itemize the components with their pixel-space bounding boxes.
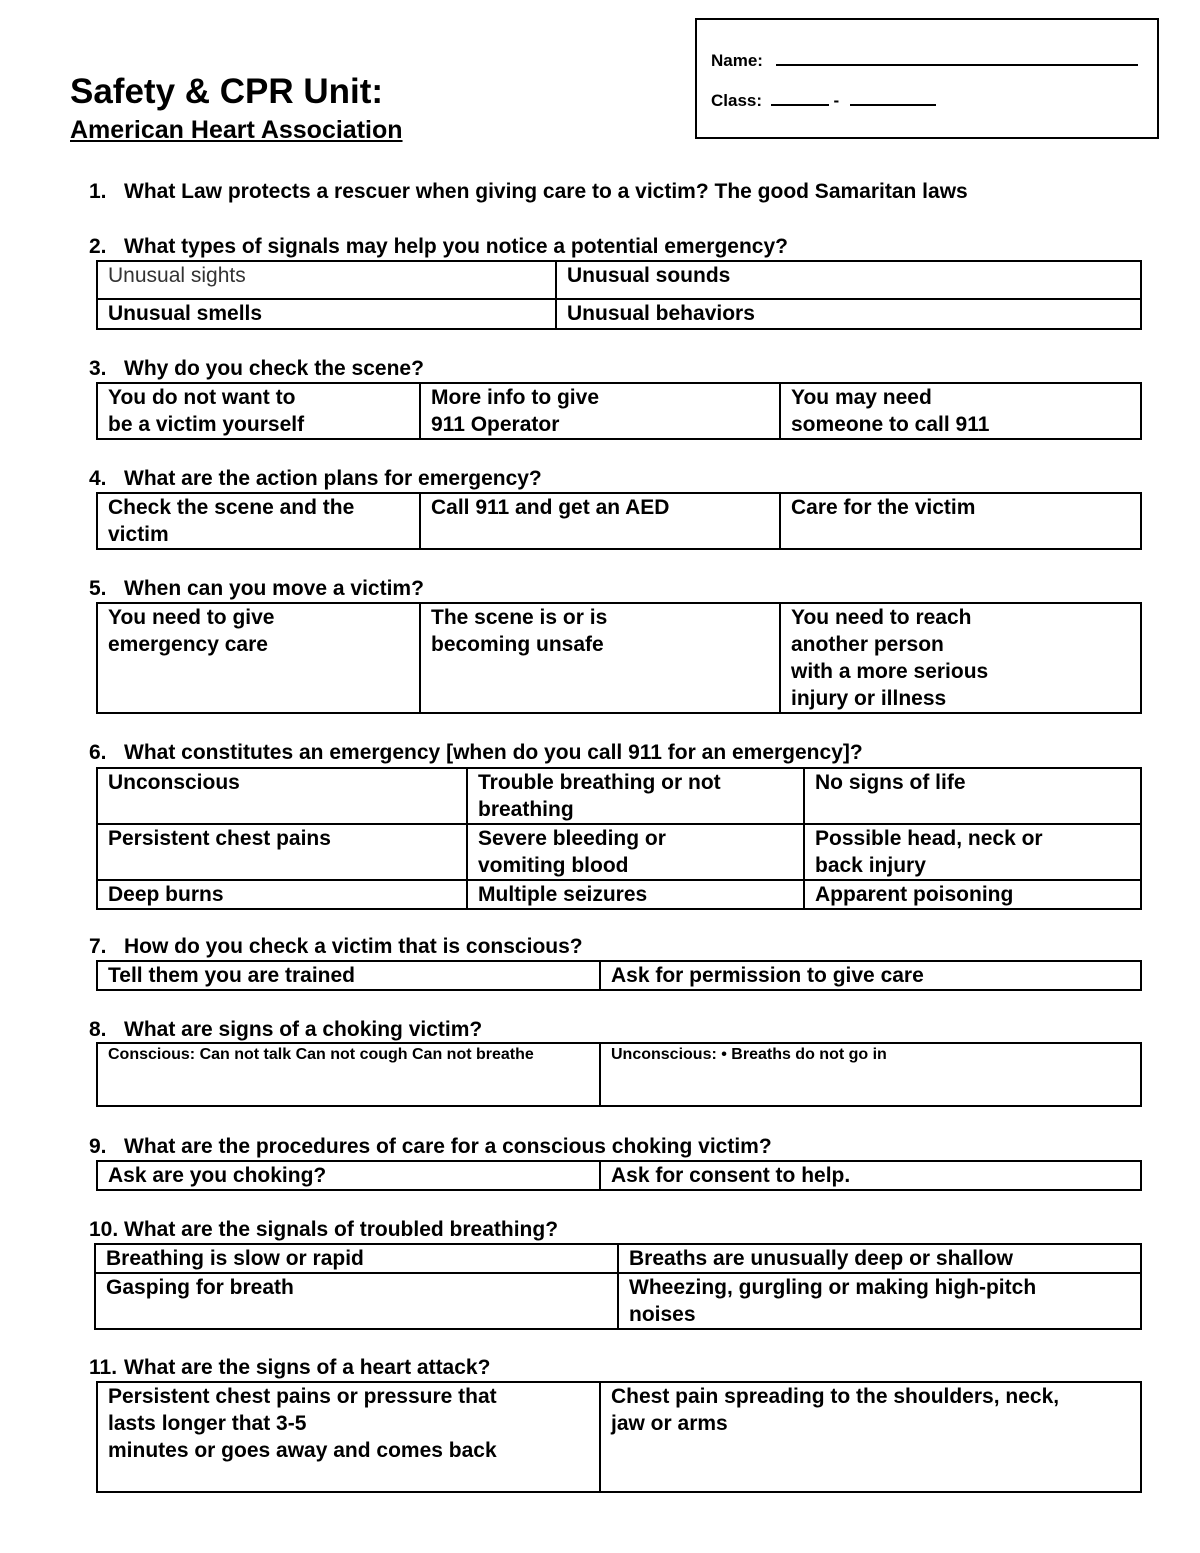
answer-table-5 — [96, 602, 1142, 714]
question-text: What constitutes an emergency [when do you call 911 for an emergency]? — [124, 741, 863, 764]
answer-table-4 — [96, 492, 1142, 550]
question-text: What are the signs of a heart attack? — [124, 1356, 491, 1379]
answer-cell: Deep burns — [97, 880, 467, 909]
answer-table-10 — [94, 1243, 1142, 1330]
question-9 — [89, 1135, 772, 1159]
question-number: 3. — [89, 357, 107, 380]
answer-table-8 — [96, 1042, 1142, 1107]
answer-cell: More info to give 911 Operator — [420, 383, 780, 439]
answer-cell: Care for the victim — [780, 493, 1141, 549]
answer-cell: Tell them you are trained — [97, 961, 600, 990]
question-number: 10. — [89, 1218, 119, 1241]
question-number: 6. — [89, 741, 107, 764]
class-label: Class: — [711, 91, 763, 110]
answer-cell: Breathing is slow or rapid — [95, 1244, 618, 1273]
class-row — [711, 88, 936, 111]
answer-cell: Apparent poisoning — [804, 880, 1141, 909]
answer-cell: Wheezing, gurgling or making high-pitch noises — [618, 1273, 1141, 1329]
answer-cell: Breaths are unusually deep or shallow — [618, 1244, 1141, 1273]
name-field[interactable] — [776, 48, 1138, 66]
answer-cell: Unusual behaviors — [556, 299, 1141, 329]
question-number: 8. — [89, 1018, 107, 1041]
answer-table-7 — [96, 960, 1142, 991]
answer-cell: Unconscious — [97, 768, 467, 824]
question-text: When can you move a victim? — [124, 577, 424, 600]
answer-cell: Persistent chest pains or pressure that lasts longer that 3-5 minutes or goes away and comes back — [97, 1382, 600, 1492]
question-2 — [89, 235, 788, 259]
page-subtitle: American Heart Association — [70, 116, 403, 144]
question-number: 4. — [89, 467, 107, 490]
question-8 — [89, 1018, 482, 1042]
answer-table-6 — [96, 767, 1142, 910]
question-text: What are the signals of troubled breathing? — [124, 1218, 559, 1241]
answer-cell: Gasping for breath — [95, 1273, 618, 1329]
name-label: Name: — [711, 51, 763, 70]
answer-table-9 — [96, 1160, 1142, 1191]
answer-cell: Ask are you choking? — [97, 1161, 600, 1190]
answer-cell: Unusual sights — [97, 261, 556, 299]
question-text: What Law protects a rescuer when giving care to a victim? The good Samaritan laws — [124, 180, 968, 203]
answer-cell: No signs of life — [804, 768, 1141, 824]
answer-cell: Multiple seizures — [467, 880, 804, 909]
question-1 — [89, 180, 968, 204]
answer-cell: Check the scene and the victim — [97, 493, 420, 549]
name-row — [711, 48, 1138, 71]
answer-cell: Unusual smells — [97, 299, 556, 329]
question-3 — [89, 357, 424, 381]
class-separator: - — [833, 91, 840, 110]
answer-table-11 — [96, 1381, 1142, 1493]
question-10 — [89, 1218, 558, 1242]
class-period-field[interactable] — [771, 88, 829, 106]
answer-table-2 — [96, 260, 1142, 330]
question-number: 11. — [89, 1356, 118, 1379]
answer-cell: You do not want to be a victim yourself — [97, 383, 420, 439]
answer-cell: Unusual sounds — [556, 261, 1141, 299]
answer-table-3 — [96, 382, 1142, 440]
answer-cell: Ask for permission to give care — [600, 961, 1141, 990]
question-number: 5. — [89, 577, 107, 600]
question-text: What types of signals may help you notice a potential emergency? — [124, 235, 788, 258]
question-text: What are the action plans for emergency? — [124, 467, 542, 490]
answer-cell: Persistent chest pains — [97, 824, 467, 880]
answer-cell: Call 911 and get an AED — [420, 493, 780, 549]
answer-cell: You need to give emergency care — [97, 603, 420, 713]
answer-cell: Trouble breathing or not breathing — [467, 768, 804, 824]
question-number: 9. — [89, 1135, 107, 1158]
answer-cell: The scene is or is becoming unsafe — [420, 603, 780, 713]
question-number: 2. — [89, 235, 107, 258]
question-11 — [89, 1356, 490, 1380]
question-number: 1. — [89, 180, 107, 203]
question-text: How do you check a victim that is conscious? — [124, 935, 583, 958]
answer-cell: Severe bleeding or vomiting blood — [467, 824, 804, 880]
answer-cell: You need to reach another person with a more serious injury or illness — [780, 603, 1141, 713]
answer-cell: You may need someone to call 911 — [780, 383, 1141, 439]
answer-cell: Possible head, neck or back injury — [804, 824, 1141, 880]
question-7 — [89, 935, 583, 959]
answer-cell: Conscious: Can not talk Can not cough Can not breathe — [97, 1043, 600, 1106]
question-text: Why do you check the scene? — [124, 357, 424, 380]
answer-cell: Chest pain spreading to the shoulders, neck, jaw or arms — [600, 1382, 1141, 1492]
question-5 — [89, 577, 424, 601]
question-text: What are signs of a choking victim? — [124, 1018, 483, 1041]
class-section-field[interactable] — [850, 88, 936, 106]
answer-cell: Unconscious: • Breaths do not go in — [600, 1043, 1141, 1106]
student-info-box — [695, 18, 1159, 139]
question-number: 7. — [89, 935, 107, 958]
question-text: What are the procedures of care for a conscious choking victim? — [124, 1135, 772, 1158]
answer-cell: Ask for consent to help. — [600, 1161, 1141, 1190]
question-4 — [89, 467, 542, 491]
page-title: Safety & CPR Unit: — [70, 72, 384, 111]
question-6 — [89, 741, 863, 765]
